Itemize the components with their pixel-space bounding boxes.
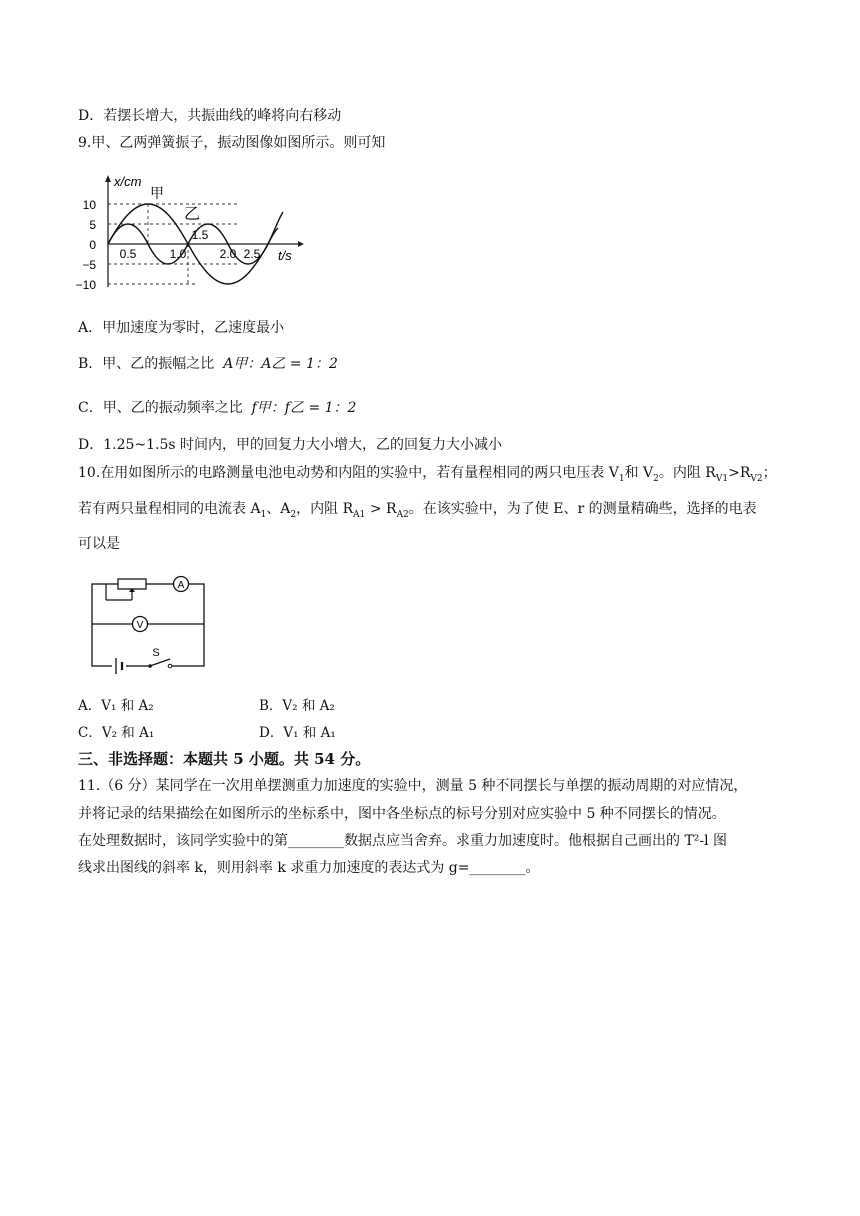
text-seg: 。内阻 R xyxy=(658,465,716,481)
tick-t20: 2.0 xyxy=(219,247,237,261)
switch-contact xyxy=(168,664,172,668)
q10-option-b: B．V₂ 和 A₂ xyxy=(259,698,335,714)
text-seg: 和 V xyxy=(624,465,654,481)
q9-vibration-graph xyxy=(75,172,303,294)
tick-t25: 2.5 xyxy=(243,247,261,261)
text-seg: ； xyxy=(762,465,777,481)
q10-stem-line2 xyxy=(78,499,757,525)
q10-circuit-diagram xyxy=(88,576,208,671)
switch-label: S xyxy=(152,647,160,659)
q9-option-b-text: B．甲、乙的振幅之比 xyxy=(78,356,215,372)
text-seg: 10.在用如图所示的电路测量电池电动势和内阻的实验中，若有量程相同的两只电压表 V xyxy=(78,465,619,481)
text-seg: > R xyxy=(365,501,397,517)
q9-option-c-formula: f甲：f乙 = 1：2 xyxy=(251,400,357,416)
q10-stem-line3: 可以是 xyxy=(78,536,120,552)
text-seg: >R xyxy=(728,465,751,481)
q9-stem: 9.甲、乙两弹簧振子，振动图像如图所示。则可知 xyxy=(78,135,386,151)
q9-option-b-formula: A甲：A乙 = 1：2 xyxy=(223,356,338,372)
q11-line4: 线求出图线的斜率 k，则用斜率 k 求重力加速度的表达式为 g=________。 xyxy=(78,860,540,876)
q8-option-d: D．若摆长增大，共振曲线的峰将向右移动 xyxy=(78,108,342,124)
q10-option-c: C．V₂ 和 A₁ xyxy=(78,725,155,741)
q11-line1: 11.（6 分）某同学在一次用单摆测重力加速度的实验中，测量 5 种不同摆长与单摆的振动周期的对应情况， xyxy=(78,778,748,794)
y-axis-label: x/cm xyxy=(114,174,142,189)
sub-seg: 2 xyxy=(290,509,297,520)
sub-seg: 1 xyxy=(618,473,625,484)
text-seg: 。在该实验中，为了使 E、r 的测量精确些，选择的电表 xyxy=(408,501,757,517)
section-3-title: 三、非选择题：本题共 5 小题。共 54 分。 xyxy=(78,750,371,768)
ammeter-label: A xyxy=(177,580,185,591)
text-seg: ，内阻 R xyxy=(296,501,354,517)
x-axis-label: t/s xyxy=(278,248,292,263)
q11-line2: 并将记录的结果描绘在如图所示的坐标系中，图中各坐标点的标号分别对应实验中 5 种不同摆长的情况。 xyxy=(78,806,726,822)
circuit-svg xyxy=(88,576,208,671)
q10-stem-line1 xyxy=(78,463,777,489)
x-axis-arrow xyxy=(298,241,304,247)
tick-y-10: −10 xyxy=(75,278,96,292)
curve-label-jia: 甲 xyxy=(150,186,164,202)
text-seg: 、A xyxy=(266,501,291,517)
tick-y10: 10 xyxy=(82,198,96,212)
text-seg: 若有两只量程相同的电流表 A xyxy=(78,501,261,517)
tick-t15: 1.5 xyxy=(191,228,209,242)
tick-y0: 0 xyxy=(89,238,96,252)
tick-t05: 0.5 xyxy=(119,247,137,261)
battery-gap xyxy=(112,660,126,672)
q10-option-a: A．V₁ 和 A₂ xyxy=(78,698,154,714)
tick-y5: 5 xyxy=(89,218,96,232)
q9-option-a: A．甲加速度为零时，乙速度最小 xyxy=(78,320,285,336)
y-axis-arrow xyxy=(105,175,111,182)
rheostat xyxy=(118,579,146,589)
sub-seg: A1 xyxy=(353,509,366,520)
q9-option-c xyxy=(78,398,356,418)
sub-seg: 1 xyxy=(260,509,267,520)
q9-option-d: D．1.25~1.5s 时间内，甲的回复力大小增大，乙的回复力大小减小 xyxy=(78,437,503,453)
q9-option-b xyxy=(78,354,338,374)
voltmeter-label: V xyxy=(136,620,144,631)
sub-seg: A2 xyxy=(396,509,409,520)
tick-y-5: −5 xyxy=(82,258,96,272)
curve-label-yi: 乙 xyxy=(184,204,201,223)
q9-graph-svg xyxy=(75,172,303,294)
sub-seg: V2 xyxy=(750,473,763,484)
q11-line3: 在处理数据时，该同学实验中的第________数据点应当舍弃。求重力加速度时。他根据自己画出的 T²-l 图 xyxy=(78,833,728,849)
q9-option-c-text: C．甲、乙的振动频率之比 xyxy=(78,400,243,416)
sub-seg: 2 xyxy=(653,473,659,484)
sub-seg: V1 xyxy=(715,473,729,484)
tick-t10: 1.0 xyxy=(169,247,187,261)
q10-option-d: D．V₁ 和 A₁ xyxy=(259,725,336,741)
